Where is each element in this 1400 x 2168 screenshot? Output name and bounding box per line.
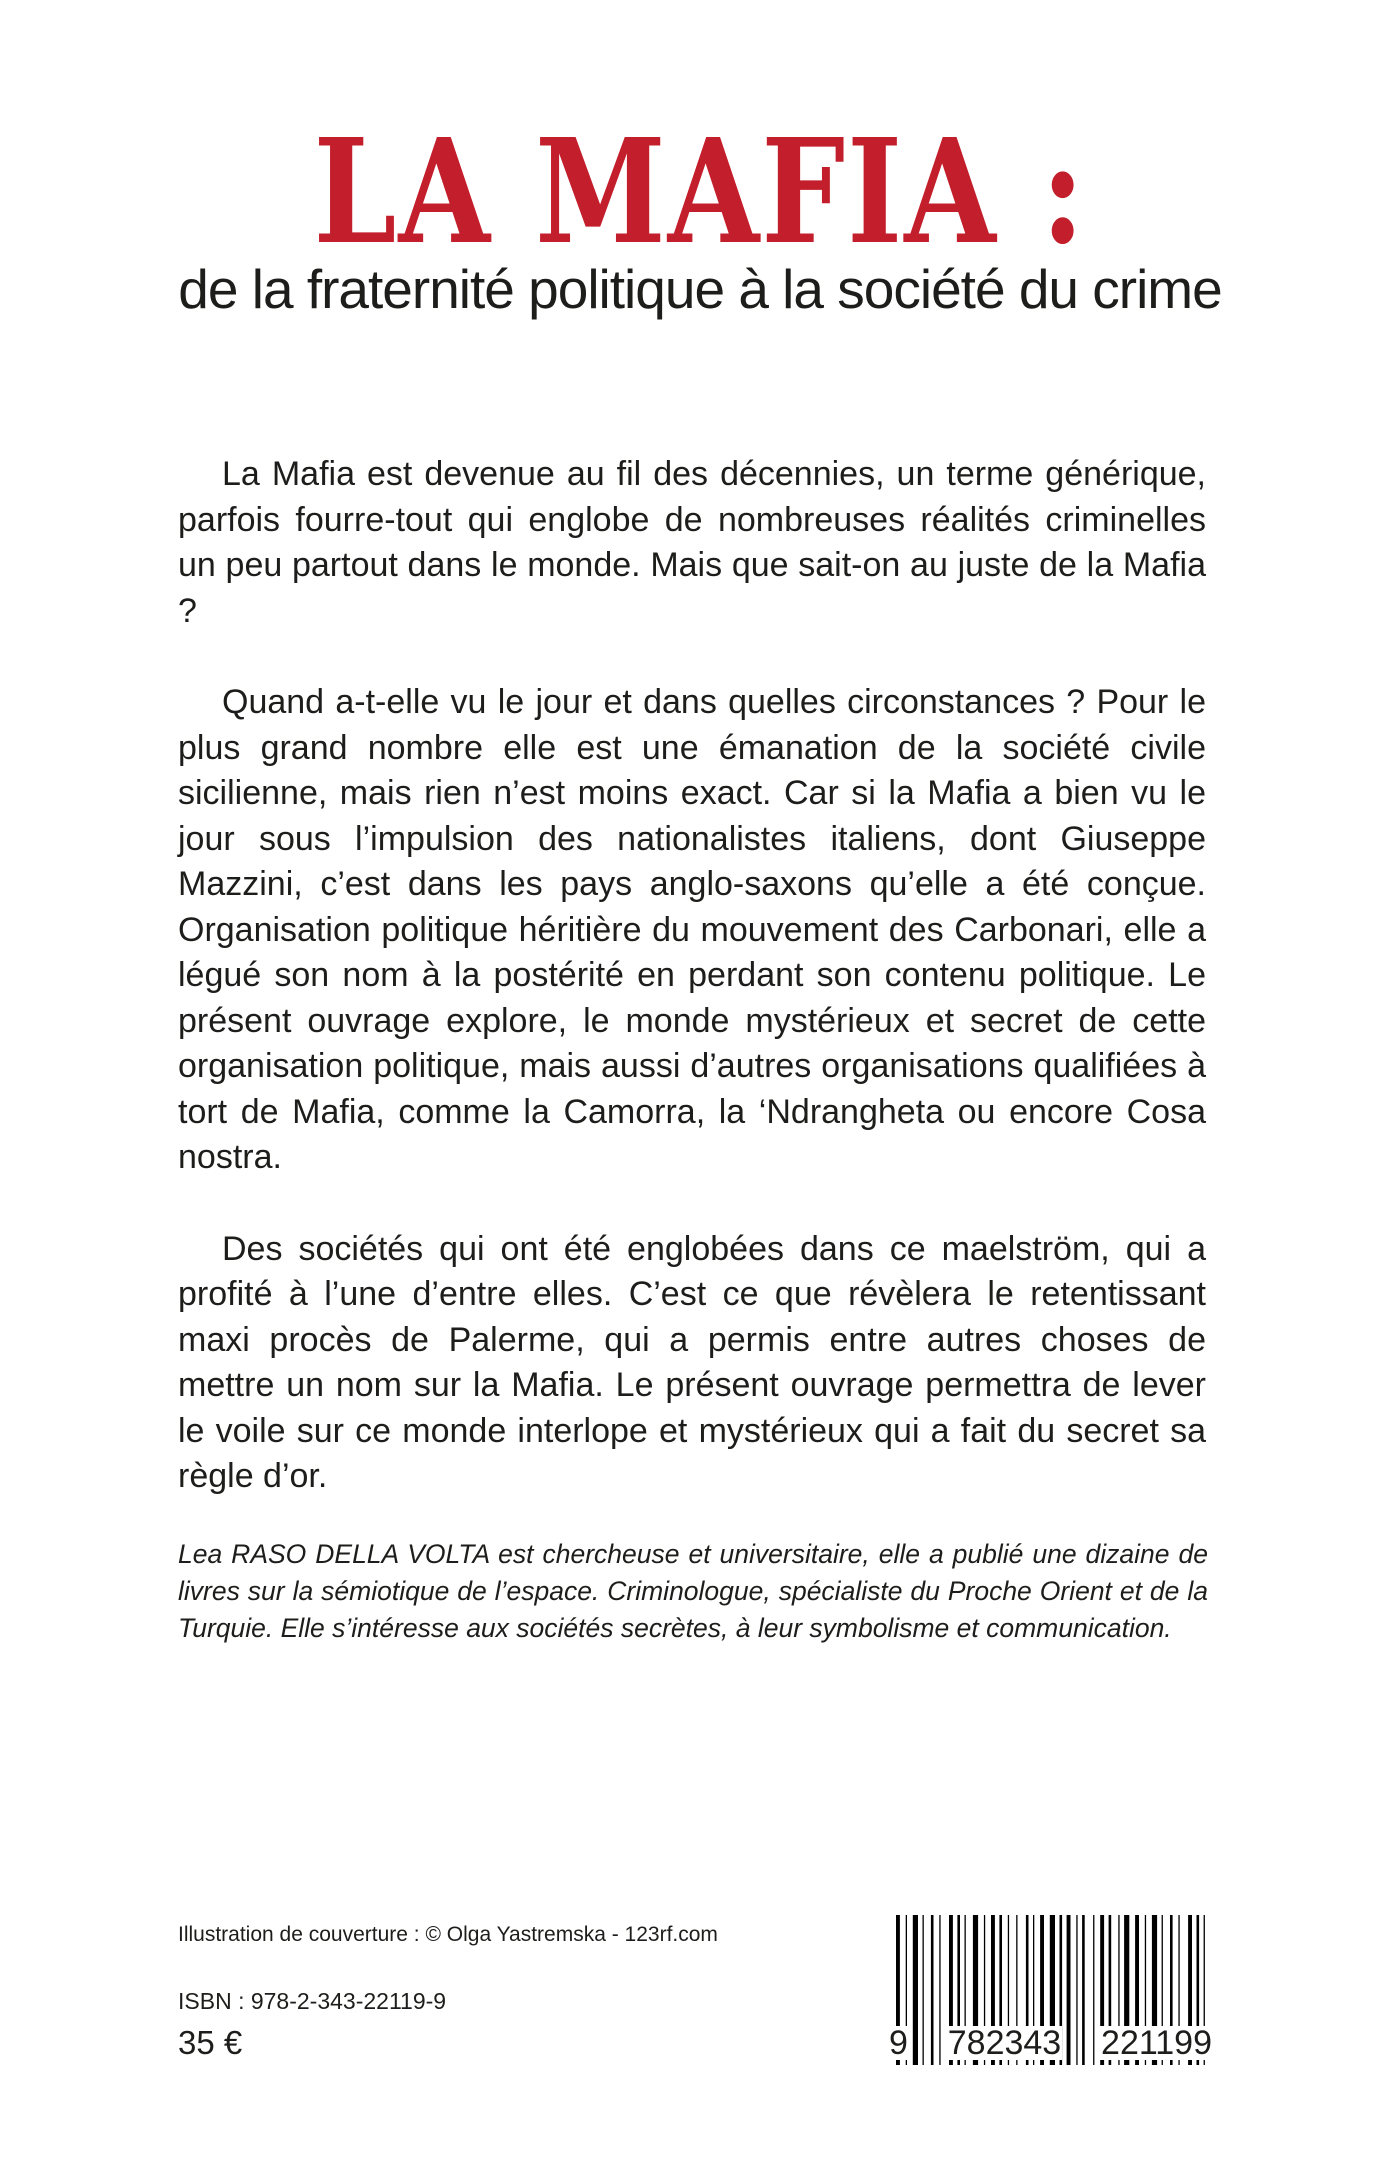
author-name: Lea RASO DELLA VOLTA xyxy=(178,1539,490,1569)
summary-paragraph: Quand a-t-elle vu le jour et dans quelles circonstances ? Pour le plus grand nombre elle est une émanation de la société civile sicilienne, mais rien n’est moins exact. Car si la Mafia a bien vu le jour sous l’impulsion des nationalistes italiens, dont Giuseppe Mazzini, c’est dans les pays anglo-saxons qu’elle a été conçue. Organisation politique héritière du mouvement des Carbonari, elle a légué son nom à la postérité en perdant son contenu politique. Le présent ouvrage explore, le monde mystérieux et secret de cette organisation politique, mais aussi d’autres organisations qualifiées à tort de Mafia, comme la Camorra, la ‘Ndrangheta ou encore Cosa nostra. xyxy=(178,683,1206,1176)
book-title: LA MAFIA : xyxy=(313,106,1087,277)
barcode-digits xyxy=(888,2026,1213,2060)
illustration-credit: Illustration de couverture : © Olga Yastremska - 123rf.com xyxy=(178,1923,718,1946)
barcode-digit-group: 9 xyxy=(889,2024,908,2062)
author-bio xyxy=(178,1536,1208,1647)
barcode-digit-group: 221199 xyxy=(1101,2024,1212,2062)
summary-paragraph: La Mafia est devenue au fil des décennies, un terme générique, parfois fourre-tout qui englobe de nombreuses réalités criminelles un peu partout dans le monde. Mais que sait-on au juste de la Mafia ? xyxy=(178,455,1206,630)
author-bio-text: est chercheuse et universitaire, elle a publié une dizaine de livres sur la sémiotique de l’espace. Criminologue, spécialiste du Proche Orient et de la Turquie. Elle s’intéresse aux sociétés secrètes, à leur symbolisme et communication. xyxy=(178,1539,1208,1643)
barcode-digit-group: 782343 xyxy=(947,2024,1062,2062)
price: 35 € xyxy=(178,2024,243,2061)
summary-text xyxy=(178,452,1206,1546)
summary-paragraph: Des sociétés qui ont été englobées dans ce maelström, qui a profité à l’une d’entre elles. C’est ce que révèlera le retentissant maxi procès de Palerme, qui a permis entre autres choses de mettre un nom sur la Mafia. Le présent ouvrage permettra de lever le voile sur ce monde interlope et mystérieux qui a fait du secret sa règle d’or. xyxy=(178,1229,1206,1495)
isbn: ISBN : 978-2-343-22119-9 xyxy=(178,1988,447,2014)
book-subtitle: de la fraternité politique à la société du crime xyxy=(178,258,1222,320)
